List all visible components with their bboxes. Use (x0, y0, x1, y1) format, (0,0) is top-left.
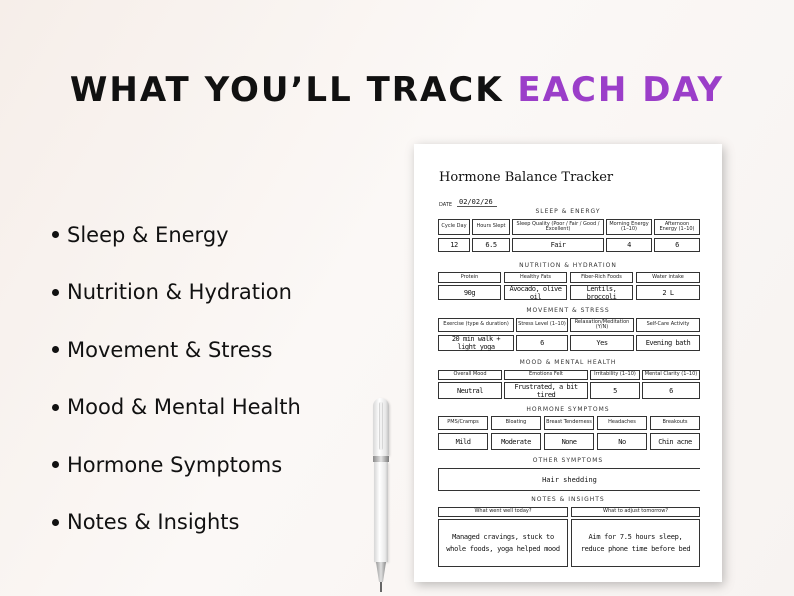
section-title-notes: NOTES & INSIGHTS (531, 496, 605, 503)
pen-barrel (374, 462, 388, 562)
headline-main: WHAT YOU’LL TRACK (69, 70, 518, 110)
tracker-sheet (414, 144, 722, 582)
value-cell: 20 min walk + light yoga (438, 335, 514, 351)
header-cell: Healthy Fats (504, 272, 567, 283)
feature-label: Nutrition & Hydration (67, 280, 292, 305)
value-cell: Neutral (438, 382, 502, 399)
section-title-symptoms: HORMONE SYMPTOMS (526, 406, 610, 413)
feature-item (52, 379, 301, 437)
value-cell: 5 (590, 382, 640, 399)
value-cell: 6.5 (472, 238, 510, 252)
header-cell: Self-Care Activity (636, 318, 700, 332)
pen-image (370, 398, 392, 596)
header-cell: Morning Energy (1–10) (606, 219, 652, 235)
value-cell: Frustrated, a bit tired (504, 382, 588, 399)
header-cell: Sleep Quality (Poor / Fair / Good / Excellent) (512, 219, 604, 235)
section-title-movement: MOVEMENT & STRESS (526, 307, 610, 314)
feature-label: Notes & Insights (67, 510, 240, 535)
feature-item (52, 321, 301, 379)
feature-item (52, 436, 301, 494)
value-cell: 2 L (636, 285, 700, 300)
value-cell: 12 (438, 238, 470, 252)
feature-label: Mood & Mental Health (67, 395, 301, 420)
section-title-nutrition: NUTRITION & HYDRATION (519, 262, 617, 269)
value-cell: Mild (438, 433, 488, 450)
value-cell: 6 (654, 238, 700, 252)
feature-label: Hormone Symptoms (67, 452, 283, 477)
feature-item (52, 264, 301, 322)
note-adjust-tomorrow: Aim for 7.5 hours sleep, reduce phone time before bed (571, 519, 700, 567)
header-cell: Emotions Felt (504, 370, 588, 380)
value-cell: 90g (438, 285, 501, 300)
other-symptoms-value: Hair shedding (438, 468, 700, 491)
value-cell: Chin acne (650, 433, 700, 450)
value-cell: 6 (516, 335, 568, 351)
feature-list (52, 206, 301, 551)
header-cell: What went well today? (438, 507, 568, 517)
header-cell: Breakouts (650, 416, 700, 430)
pen-clip (379, 402, 383, 450)
header-cell: Fiber-Rich Foods (570, 272, 633, 283)
header-cell: Hours Slept (472, 219, 510, 235)
header-cell: Water intake (636, 272, 700, 283)
header-cell: Headaches (597, 416, 647, 430)
value-cell: Yes (570, 335, 634, 351)
header-cell: What to adjust tomorrow? (571, 507, 700, 517)
feature-item (52, 206, 301, 264)
feature-label: Sleep & Energy (67, 222, 229, 247)
date-value: 02/02/26 (457, 198, 497, 207)
value-cell: Evening bath (636, 335, 700, 351)
header-cell: Protein (438, 272, 501, 283)
value-cell: Moderate (491, 433, 541, 450)
bullet-icon (52, 461, 59, 468)
bullet-icon (52, 289, 59, 296)
value-cell: 6 (642, 382, 700, 399)
header-cell: Overall Mood (438, 370, 502, 380)
header-cell: Irritability (1–10) (590, 370, 640, 380)
bullet-icon (52, 404, 59, 411)
header-cell: Stress Level (1–10) (516, 318, 568, 332)
value-cell: Lentils, broccoli (570, 285, 633, 300)
value-cell: Fair (512, 238, 604, 252)
headline-accent: EACH DAY (517, 70, 725, 110)
header-cell: Breast Tenderness (544, 416, 594, 430)
bullet-icon (52, 346, 59, 353)
header-cell: Bloating (491, 416, 541, 430)
header-cell: Afternoon Energy (1–10) (654, 219, 700, 235)
tracker-title: Hormone Balance Tracker (439, 170, 614, 185)
bullet-icon (52, 231, 59, 238)
bullet-icon (52, 519, 59, 526)
feature-item (52, 494, 301, 552)
header-cell: Exercise (type & duration) (438, 318, 514, 332)
header-cell: Cycle Day (438, 219, 470, 235)
pen-tip (380, 582, 382, 592)
date-label: DATE (439, 202, 453, 208)
value-cell: Avocado, olive oil (504, 285, 567, 300)
header-cell: Relaxation/Meditation (Y/N) (570, 318, 634, 332)
value-cell: No (597, 433, 647, 450)
header-cell: PMS/Cramps (438, 416, 488, 430)
value-cell: 4 (606, 238, 652, 252)
value-cell: None (544, 433, 594, 450)
section-title-sleep: SLEEP & ENERGY (535, 208, 601, 215)
note-went-well: Managed cravings, stuck to whole foods, yoga helped mood (438, 519, 568, 567)
section-title-other: OTHER SYMPTOMS (532, 457, 604, 464)
feature-label: Movement & Stress (67, 337, 273, 362)
pen-grip (376, 562, 386, 582)
section-title-mood: MOOD & MENTAL HEALTH (519, 359, 617, 366)
header-cell: Mental Clarity (1–10) (642, 370, 700, 380)
headline (0, 70, 794, 110)
